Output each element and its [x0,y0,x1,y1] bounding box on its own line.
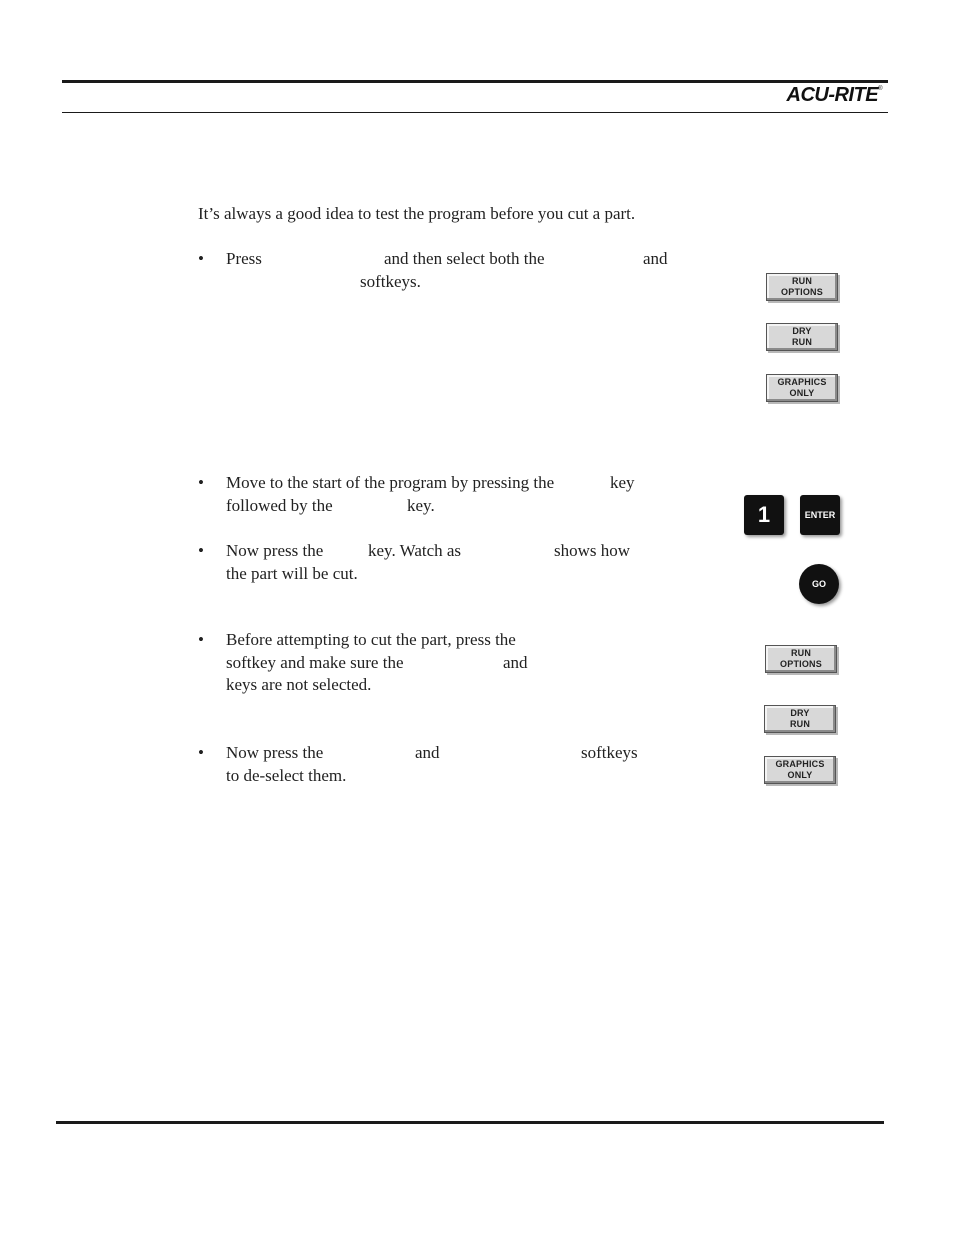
dry-run-softkey-1[interactable]: DRY RUN [766,323,838,351]
step-4-line2-a: softkey and make sure the [226,652,404,672]
key-1[interactable]: 1 [744,495,784,535]
step-1-text [226,248,696,294]
step-3-line2: the part will be cut. [226,563,358,583]
bullet-step-5: • [198,743,204,762]
dry-run-softkey-2[interactable]: DRY RUN [764,705,836,733]
step-5-line1-b: and [415,743,440,762]
step-2-line2-a: followed by the [226,495,333,515]
step-4-line2-b: and [503,652,528,672]
run-options-softkey-2[interactable]: RUN OPTIONS [765,645,837,673]
step-3-line1-c: shows how [554,541,631,560]
step-4-text [226,629,666,697]
intro-paragraph: It’s always a good idea to test the program before you cut a part. [198,204,636,223]
step-2-line2-b: key. [407,495,435,515]
bullet-step-2: • [198,473,204,492]
bullet-step-4: • [198,630,204,649]
step-3-text [226,540,666,586]
footer-rule [56,1121,884,1124]
bullet-step-3: • [198,541,204,560]
header-rule-bottom [62,112,888,113]
header-rule-top [62,80,888,83]
step-2-line1-a: Move to the start of the program by pressing the [226,473,555,492]
step-1-line2: softkeys. [360,271,421,291]
step-5-line1-a: Now press the [226,743,324,762]
step-5-text [226,742,666,788]
step-5-line1-c: softkeys [581,743,638,762]
graphics-only-softkey-2[interactable]: GRAPHICS ONLY [764,756,836,784]
step-2-line1-b: key [610,473,635,492]
step-1-line1-a: Press [226,249,262,268]
step-4-line1: Before attempting to cut the part, press the [226,630,516,649]
acu-rite-logo: ACU-RITE® [786,84,882,106]
step-1-line1-c: and [643,249,668,268]
graphics-only-softkey-1[interactable]: GRAPHICS ONLY [766,374,838,402]
step-3-line1-a: Now press the [226,541,324,560]
go-key[interactable]: GO [799,564,839,604]
step-2-text [226,472,666,518]
bullet-step-1: • [198,249,204,268]
step-4-line3: keys are not selected. [226,675,372,694]
enter-key[interactable]: ENTER [800,495,840,535]
run-options-softkey-1[interactable]: RUN OPTIONS [766,273,838,301]
step-1-line1-b: and then select both the [384,249,545,268]
step-5-line2: to de-select them. [226,765,347,785]
step-3-line1-b: key. Watch as [368,541,462,560]
